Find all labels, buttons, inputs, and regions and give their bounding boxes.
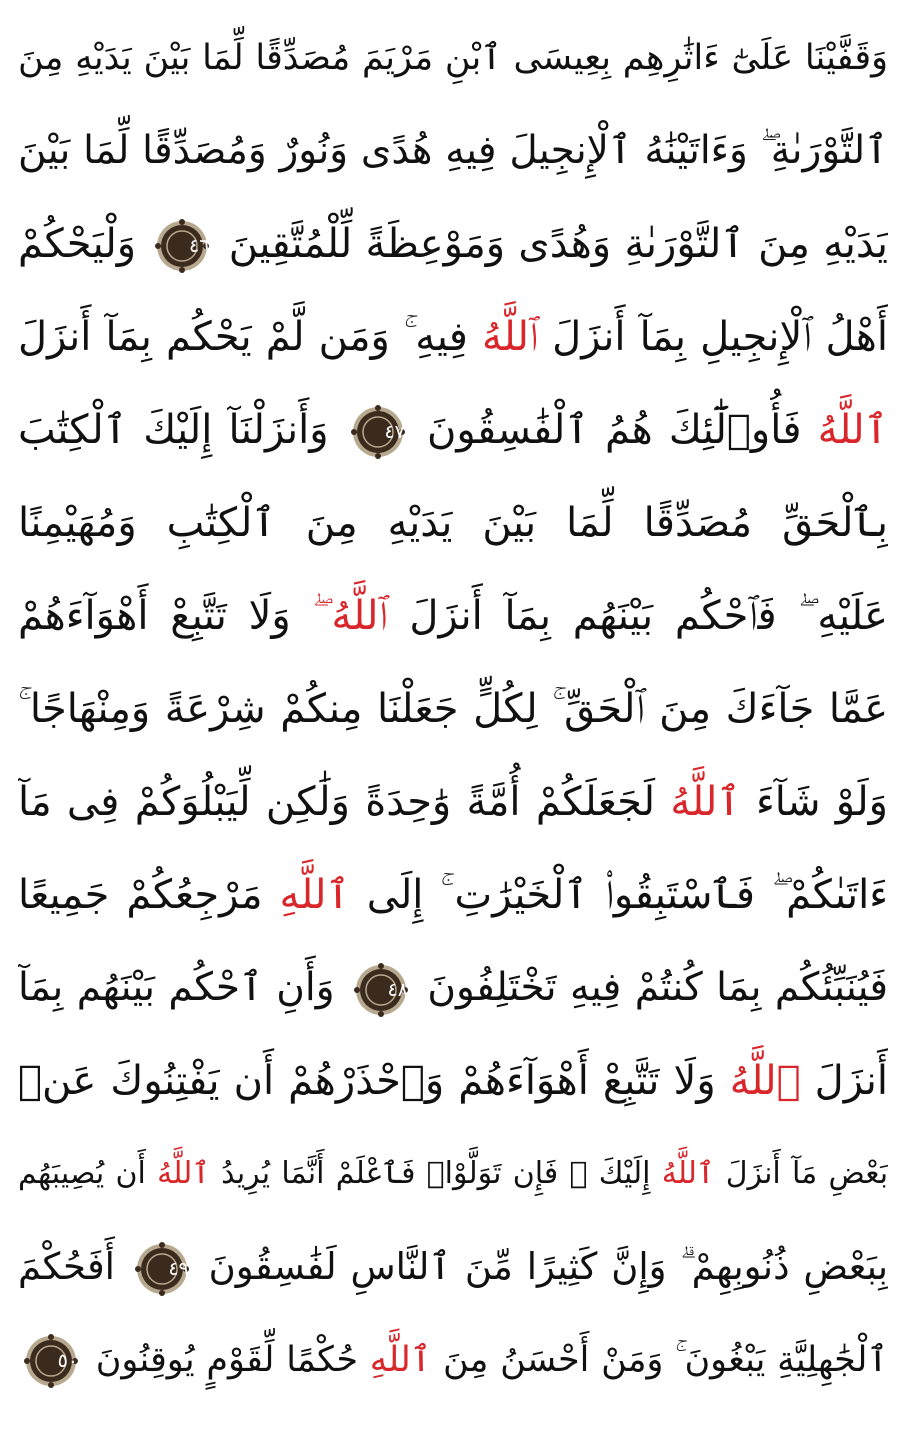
verse-end-marker-icon — [155, 219, 209, 273]
word: مَآ — [792, 1156, 818, 1191]
word: حُكْمًا — [286, 1340, 359, 1380]
word: فَيُنَبِّئُكُم — [774, 965, 888, 1010]
word: كَثِيرًا — [526, 1245, 598, 1288]
word: لِّمَا — [202, 38, 244, 78]
text-line — [18, 479, 888, 567]
divine-name-word: ٱللَّهِ — [369, 1340, 432, 1380]
word: وَمَوْعِظَةً — [365, 221, 506, 267]
word: مَرْجِعُكُمْ — [126, 872, 263, 918]
verse-number: ٤٦ — [189, 235, 210, 257]
word: عَلَيْهِ ۖ — [798, 593, 888, 639]
word: يَدَيْهِ — [75, 38, 132, 78]
word: يُصِيبَهُم — [18, 1156, 105, 1191]
word: بَيْنَ — [482, 500, 537, 546]
text-line — [18, 572, 888, 660]
word: بَيْنَ — [143, 38, 191, 78]
word: ٱلْإِنجِيلِ — [700, 314, 812, 360]
divine-name-word: ٱللَّهِ — [279, 872, 350, 918]
word: وَمِنْهَاجًا ۚ — [18, 686, 151, 732]
word: أَن — [115, 1156, 146, 1191]
word: أَنَّمَا — [281, 1156, 325, 1191]
verse-end-marker-icon — [354, 963, 408, 1017]
word: بِمَآ — [18, 965, 64, 1010]
divine-name-word: ٱللَّهُ — [157, 1156, 210, 1191]
word: أَنزَلَ — [725, 1156, 781, 1191]
word: مُصَدِّقًا — [255, 38, 351, 78]
text-line — [18, 1130, 888, 1218]
word: ٱلْخَيْرَٰتِ ۚ — [440, 872, 588, 918]
text-line — [18, 758, 888, 846]
word: وَلَا — [248, 593, 291, 639]
word: ٱلْحَقِّ ۚ — [552, 686, 645, 732]
divine-name-word: ٱللَّهُ — [482, 314, 539, 360]
word: عَنۢ — [18, 1058, 97, 1104]
word: إِلَى — [366, 872, 424, 918]
text-line — [18, 1316, 888, 1404]
word: فَأُو۟لَٰٓئِكَ — [668, 407, 802, 453]
text-line — [18, 1037, 888, 1125]
word: ٱلْفَٰسِقُونَ — [426, 407, 589, 453]
word: أَنزَلَ — [552, 314, 626, 360]
text-line — [18, 1223, 888, 1311]
word: فِيهِ ۚ — [403, 314, 468, 360]
word: ءَاثَٰرِهِم — [622, 38, 720, 78]
word: أَنزَلَ — [18, 314, 92, 360]
word: ٱلْكِتَٰبَ — [18, 407, 128, 453]
text-line — [18, 944, 888, 1032]
word: بَيْنَ — [18, 128, 71, 173]
word: مِنَ — [305, 500, 358, 546]
divine-name-word: ٱللَّهُ — [661, 1156, 715, 1191]
word: شِرْعَةً — [164, 686, 266, 732]
word: كُنتُمْ — [634, 965, 703, 1010]
word: أُمَّةً — [466, 779, 521, 825]
word: بِمَآ — [105, 314, 152, 360]
text-line — [18, 665, 888, 753]
word: لِّلْمُتَّقِينَ — [228, 221, 353, 267]
word: تَتَّبِعْ — [602, 1058, 660, 1104]
word: جَآءَكَ — [725, 686, 815, 732]
word: أَهْلُ — [825, 314, 888, 360]
word: بَيْنَهُم — [76, 965, 156, 1010]
word: وَمَن — [318, 314, 390, 360]
word: أَهْوَآءَهُمْ — [18, 593, 149, 639]
word: إِلَيْكَ ۖ — [569, 1156, 651, 1191]
verse-number: ٤٨ — [387, 978, 408, 1001]
word: لِكُلٍّ — [473, 686, 538, 732]
word: وَأَنزَلْنَآ — [228, 407, 329, 453]
word: وَمُهَيْمِنًا — [18, 500, 137, 546]
word: تَوَلَّوْا۟ — [426, 1156, 502, 1191]
verse-number: ٥٠ — [57, 1350, 78, 1372]
word: لَّمْ — [265, 314, 305, 360]
word: وَلَوْ — [835, 779, 888, 825]
word: بَعْضِ — [828, 1156, 888, 1191]
word: هُمُ — [605, 407, 653, 453]
word: وَأَنِ — [276, 965, 335, 1010]
text-line — [18, 200, 888, 288]
word: عَلَىٰٓ — [731, 38, 794, 78]
word: وَإِنَّ — [611, 1245, 667, 1288]
word: يَدَيْهِ — [387, 500, 453, 546]
word: ٱلْكِتَٰبِ — [166, 500, 276, 546]
word: ٱلْإِنجِيلَ — [509, 128, 632, 173]
word: تَخْتَلِفُونَ — [427, 965, 557, 1010]
word: مَآ — [18, 779, 52, 825]
divine-name-word: ٱللَّهُ — [817, 407, 888, 453]
word: لِّمَا — [566, 500, 614, 546]
word: ٱبْنِ — [444, 38, 502, 78]
word: تَتَّبِعْ — [170, 593, 227, 639]
word: ٱلتَّوْرَىٰةِ — [624, 221, 745, 267]
divine-name-word: ٱللَّهُ ۖ — [312, 593, 388, 639]
word: أَحْسَنُ — [500, 1340, 590, 1380]
text-line — [18, 851, 888, 939]
word: مِنكُمْ — [280, 686, 363, 732]
word: فَٱعْلَمْ — [335, 1156, 416, 1191]
word: فَٱحْكُم — [674, 593, 777, 639]
text-line — [18, 107, 888, 195]
word: لِّيَبْلُوَكُمْ — [134, 779, 251, 825]
word: وَلْيَحْكُمْ — [18, 221, 137, 267]
verse-number: ٤٧ — [384, 421, 405, 443]
word: جَعَلْنَا — [377, 686, 459, 732]
word: يُرِيدُ — [221, 1156, 271, 1191]
word: وَمُصَدِّقًا — [142, 128, 267, 173]
verse-number: ٤٩ — [168, 1257, 189, 1280]
word: أَنزَلَ — [409, 593, 483, 639]
word: وَمَنْ — [601, 1340, 664, 1380]
word: أَهْوَآءَهُمْ — [458, 1058, 589, 1104]
word: وَلَا — [673, 1058, 716, 1104]
verse-end-marker-icon — [24, 1334, 78, 1388]
word: ٱلْجَٰهِلِيَّةِ — [777, 1340, 888, 1380]
word: فِيهِ — [445, 128, 497, 173]
word: وَٱحْذَرْهُمْ — [288, 1058, 445, 1104]
word: أَنزَلَ — [814, 1058, 888, 1104]
word: وَقَفَّيْنَا — [804, 38, 888, 78]
word: بِبَعْضِ — [803, 1245, 888, 1288]
word: لِّقَوْمٍ — [206, 1340, 275, 1380]
word: بِمَآ — [504, 593, 551, 639]
divine-name-word: ٱللَّهُ — [670, 779, 741, 825]
word: جَمِيعًا — [18, 872, 110, 918]
verse-end-marker-icon — [135, 1242, 189, 1296]
word: مِّنَ — [464, 1245, 513, 1288]
word: مِنَ — [758, 221, 810, 267]
word: أَفَحُكْمَ — [18, 1245, 115, 1288]
word: بِمَا — [716, 965, 762, 1010]
word: يُوقِنُونَ — [95, 1340, 195, 1380]
text-line — [18, 293, 888, 381]
word: وَءَاتَيْنَٰهُ — [644, 128, 748, 173]
word: بَيْنَهُم — [572, 593, 654, 639]
word: ٱلنَّاسِ — [350, 1245, 452, 1288]
word: لِّمَا — [83, 128, 130, 173]
word: يَحْكُم — [166, 314, 252, 360]
text-line — [18, 386, 888, 474]
word: فِى — [66, 779, 120, 825]
word: يَدَيْهِ — [823, 221, 888, 267]
word: إِلَيْكَ — [143, 407, 213, 453]
word: مِنَ — [18, 38, 64, 78]
word: فَٱسْتَبِقُوا۟ — [604, 872, 756, 918]
word: شَآءَ — [755, 779, 821, 825]
word: عَمَّا — [828, 686, 888, 732]
word: فِيهِ — [569, 965, 622, 1010]
word: مِنَ — [443, 1340, 489, 1380]
divine-name-word: ٱللَّهُ — [729, 1058, 801, 1104]
word: وَنُورٌ — [279, 128, 349, 173]
word: وَلَٰكِن — [265, 779, 350, 825]
word: مِنَ — [659, 686, 712, 732]
word: مُصَدِّقًا — [643, 500, 753, 546]
word: يَبْغُونَ ۚ — [675, 1340, 766, 1380]
word: هُدًى — [360, 128, 433, 173]
word: ذُنُوبِهِمْ ۗ — [680, 1245, 790, 1288]
verse-end-marker-icon — [351, 405, 405, 459]
word: مَرْيَمَ — [362, 38, 434, 78]
word: بِمَآ — [639, 314, 687, 360]
word: لَفَٰسِقُونَ — [208, 1245, 337, 1288]
text-line — [18, 14, 888, 102]
word: بِٱلْحَقِّ — [782, 500, 888, 546]
word: ٱحْكُم — [168, 965, 263, 1010]
word: وَهُدًى — [518, 221, 612, 267]
word: وَٰحِدَةً — [365, 779, 452, 825]
word: فَإِن — [512, 1156, 559, 1191]
word: ٱلتَّوْرَىٰةِ ۖ — [760, 128, 888, 173]
word: لَجَعَلَكُمْ — [535, 779, 656, 825]
word: أَن — [233, 1058, 275, 1104]
word: بِعِيسَى — [513, 38, 612, 78]
word: يَفْتِنُوكَ — [110, 1058, 220, 1104]
word: ءَاتَىٰكُمْ ۖ — [771, 872, 888, 918]
